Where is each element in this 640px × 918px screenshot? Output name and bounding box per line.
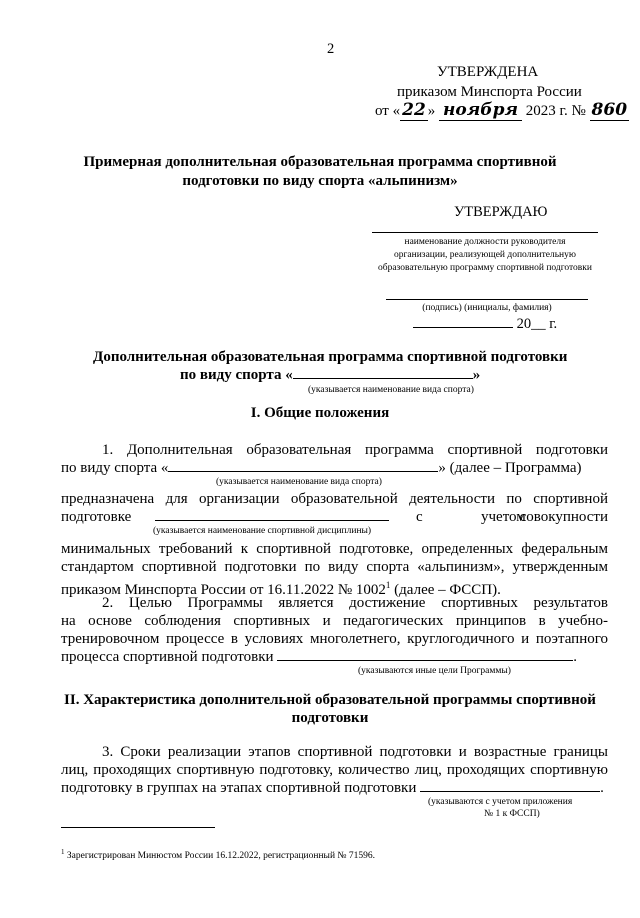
date-prefix: от «: [375, 103, 401, 119]
p1-line4-mid: с: [416, 509, 423, 525]
approve-date: [413, 315, 557, 333]
main-title-line2: подготовки по виду спорта «альпинизм»: [182, 173, 458, 189]
discipline-blank: [155, 520, 389, 521]
approve-date-year: 20__ г.: [516, 316, 558, 332]
stages-blank: [420, 791, 600, 792]
approve-caption-line3: образовательную программу спортивной подготовки: [377, 263, 592, 273]
program-title-line2: [180, 366, 480, 384]
p3-line3-prefix: подготовку в группах на этапах спортивной подготовки: [61, 780, 417, 796]
position-line: [372, 232, 598, 233]
p3-caption-line1: (указываются с учетом приложения: [428, 797, 573, 807]
section2-heading-line2: подготовки: [291, 710, 369, 726]
handwritten-month: ноября: [439, 100, 522, 121]
date-year: 2023 г. №: [525, 103, 586, 119]
p2-caption: (указываются иные цели Программы): [358, 666, 511, 676]
footnote-ref: 1: [385, 580, 391, 590]
p1-line4: [61, 508, 608, 526]
p1-line7-prefix: приказом Минспорта России от 16.11.2022 № 1002: [61, 582, 386, 598]
approve-date-blank: [413, 327, 513, 328]
date-day-suffix: »: [427, 103, 436, 119]
p1-line6: стандартом спортивной подготовки по виду спорта «альпинизм», утвержденным: [61, 559, 608, 575]
p1-line2: [61, 459, 582, 477]
sport-name-blank: [293, 378, 473, 379]
handwritten-order-number: 860: [591, 100, 628, 120]
p1-line5: минимальных требований к спортивной подготовке, определенных федеральным: [61, 541, 608, 557]
approval-order-line: приказом Минспорта России: [397, 84, 582, 100]
p3-line3-suffix: .: [600, 780, 604, 796]
p1-line1: 1. Дополнительная образовательная программа спортивной подготовки: [102, 442, 608, 458]
handwritten-day: 22: [402, 100, 426, 120]
p1-line4-prefix: подготовке: [61, 509, 132, 525]
p2-line2: на основе соблюдения спортивных и педагогических принципов в учебно-: [61, 613, 608, 629]
program-title-caption: (указывается наименование вида спорта): [308, 385, 474, 395]
p1-line4-end: совокупности: [519, 509, 608, 525]
p1-line4-word2: учетом: [481, 509, 526, 525]
p2-line4: [61, 648, 577, 666]
footnote: [61, 846, 375, 862]
p1-sport-blank: [168, 471, 438, 472]
signature-line: [386, 299, 588, 300]
approve-caption-line1: наименование должности руководителя: [404, 237, 566, 247]
footnote-text: Зарегистрирован Минюстом России 16.12.2022, регистрационный № 71596.: [64, 851, 375, 862]
signature-caption: (подпись) (инициалы, фамилия): [422, 303, 552, 313]
program-title-suffix: »: [472, 367, 481, 383]
p3-caption-line2: № 1 к ФССП): [484, 809, 540, 819]
p1-line2-suffix: » (далее – Программа): [438, 460, 582, 476]
main-title-line1: Примерная дополнительная образовательная программа спортивной: [83, 154, 557, 170]
p2-line1: 2. Целью Программы является достижение спортивных результатов: [102, 595, 608, 611]
p2-line3: тренировочном процессе в условиях многолетнего, круглогодичного и поэтапного: [61, 631, 608, 647]
approve-label: УТВЕРЖДАЮ: [454, 204, 548, 220]
program-title-prefix: по виду спорта «: [180, 367, 293, 383]
page-number: 2: [327, 41, 335, 57]
goals-blank: [277, 660, 573, 661]
p1-line3: предназначена для организации образовательной деятельности по спортивной: [61, 491, 608, 507]
p2-line4-prefix: процесса спортивной подготовки: [61, 649, 274, 665]
footnote-separator: [61, 827, 215, 828]
p1-line2-prefix: по виду спорта «: [61, 460, 169, 476]
p3-line2: лиц, проходящих спортивную подготовку, количество лиц, проходящих спортивную: [61, 762, 608, 778]
approval-title: УТВЕРЖДЕНА: [437, 64, 539, 80]
footnote-mark: 1: [61, 848, 65, 856]
approval-date-line: [375, 101, 629, 120]
p2-line4-suffix: .: [573, 649, 578, 665]
p1-line7-suffix: (далее – ФССП).: [390, 582, 501, 598]
section1-heading: I. Общие положения: [250, 405, 390, 421]
approve-caption-line2: организации, реализующей дополнительную: [394, 250, 576, 260]
p3-line3: [61, 779, 604, 797]
p1-caption1: (указывается наименование вида спорта): [216, 477, 382, 487]
program-title-line1: Дополнительная образовательная программа спортивной подготовки: [93, 349, 568, 365]
section2-heading-line1: II. Характеристика дополнительной образовательной программы спортивной: [64, 692, 596, 708]
p1-caption2: (указывается наименование спортивной дисциплины): [153, 526, 372, 536]
p3-line1: 3. Сроки реализации этапов спортивной подготовки и возрастные границы: [102, 744, 608, 760]
